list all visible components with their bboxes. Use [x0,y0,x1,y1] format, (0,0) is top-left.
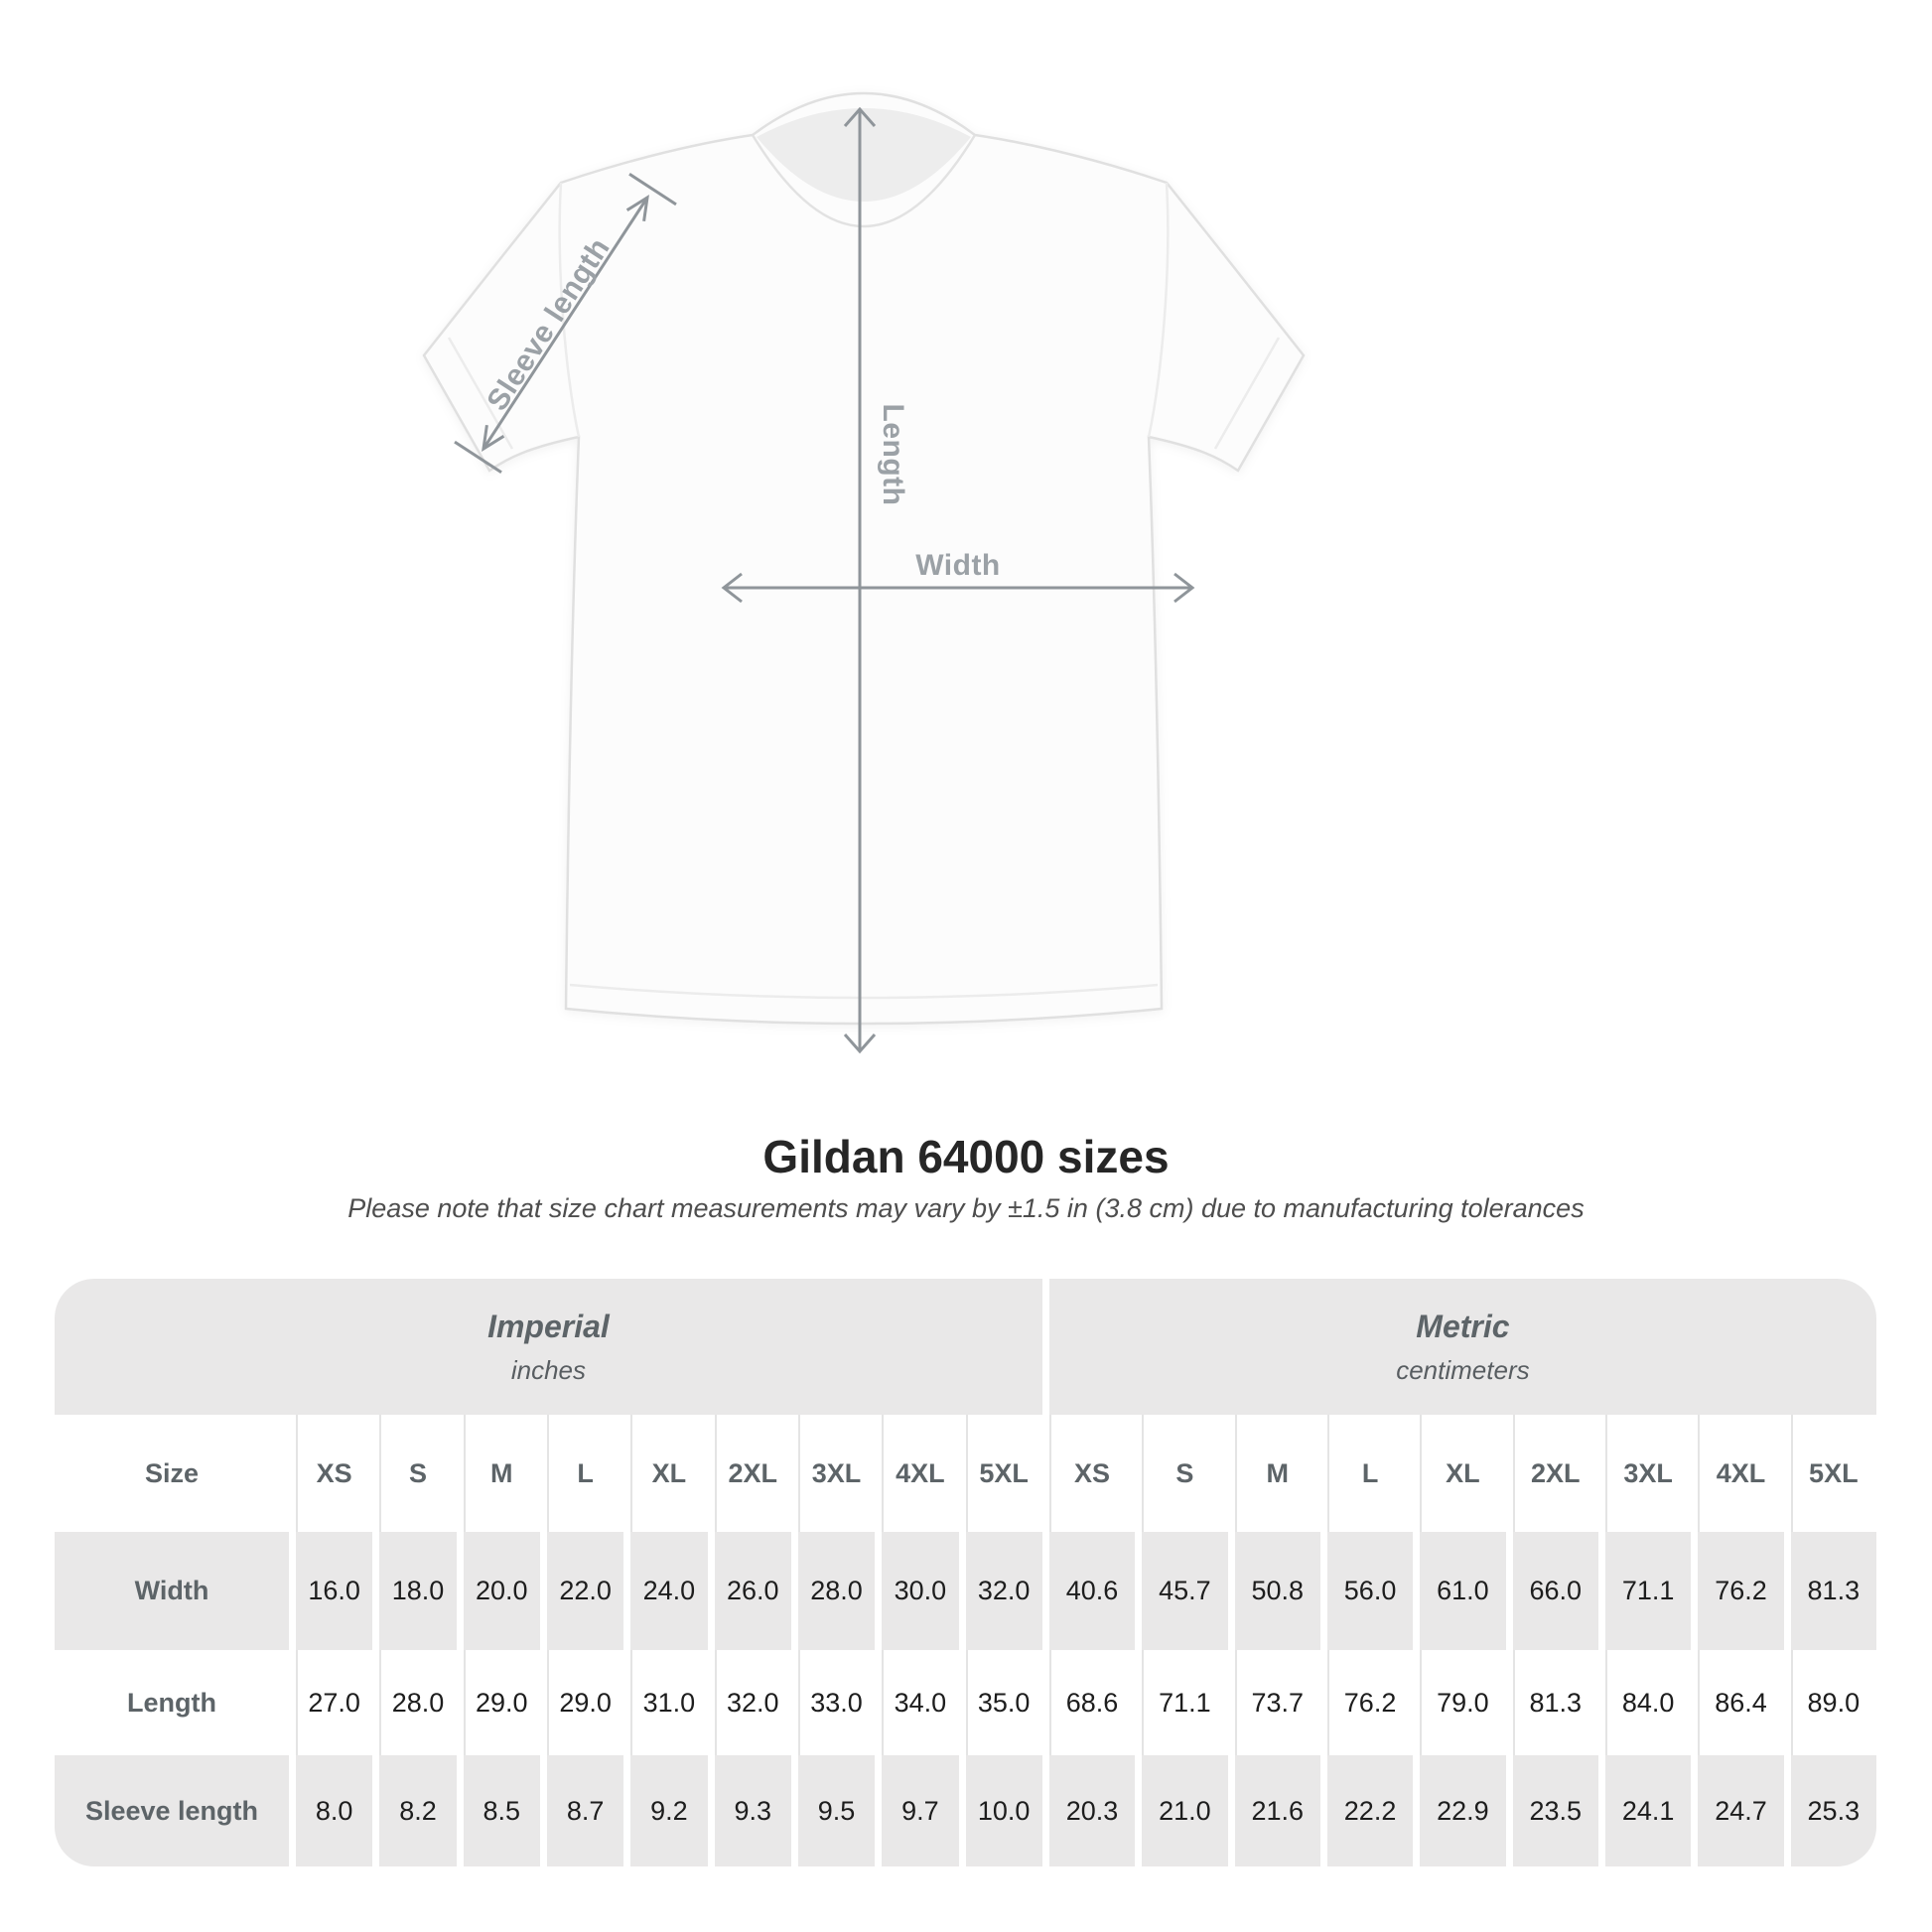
unit-header-row [55,1279,1876,1415]
width-metric-s: 45.7 [1135,1532,1227,1650]
length-imperial-xs: 27.0 [289,1650,372,1755]
metric-size-col-3xl: 3XL [1598,1415,1691,1532]
length-metric-5xl: 89.0 [1784,1650,1876,1755]
width-metric-xl: 61.0 [1413,1532,1505,1650]
sleeve-metric-xs: 20.3 [1042,1755,1135,1866]
metric-size-col-l: L [1320,1415,1413,1532]
width-row-label: Width [55,1532,289,1650]
width-imperial-xl: 24.0 [623,1532,707,1650]
length-metric-2xl: 81.3 [1506,1650,1598,1755]
width-imperial-2xl: 26.0 [708,1532,791,1650]
metric-size-col-4xl: 4XL [1691,1415,1783,1532]
metric-label: Metric [1416,1308,1510,1344]
length-imperial-4xl: 34.0 [875,1650,958,1755]
sleeve-metric-5xl: 25.3 [1784,1755,1876,1866]
length-imperial-m: 29.0 [457,1650,540,1755]
sleeve-imperial-4xl: 9.7 [875,1755,958,1866]
width-metric-4xl: 76.2 [1691,1532,1783,1650]
imperial-size-col-xl: XL [623,1415,707,1532]
imperial-size-col-3xl: 3XL [791,1415,875,1532]
width-imperial-xs: 16.0 [289,1532,372,1650]
metric-size-col-xl: XL [1413,1415,1505,1532]
sleeve-imperial-5xl: 10.0 [959,1755,1042,1866]
sleeve-metric-4xl: 24.7 [1691,1755,1783,1866]
length-metric-l: 76.2 [1320,1650,1413,1755]
sleeve-imperial-xl: 9.2 [623,1755,707,1866]
imperial-size-col-2xl: 2XL [708,1415,791,1532]
width-imperial-l: 22.0 [540,1532,623,1650]
width-imperial-4xl: 30.0 [875,1532,958,1650]
tolerance-note: Please note that size chart measurements may vary by ±1.5 in (3.8 cm) due to manufacturing tolerances [347,1193,1585,1223]
length-imperial-3xl: 33.0 [791,1650,875,1755]
sleeve-imperial-3xl: 9.5 [791,1755,875,1866]
width-metric-5xl: 81.3 [1784,1532,1876,1650]
metric-size-col-m: M [1228,1415,1320,1532]
table-row-sleeve-length [55,1755,1876,1866]
length-metric-4xl: 86.4 [1691,1650,1783,1755]
sleeve-imperial-xs: 8.0 [289,1755,372,1866]
imperial-size-col-xs: XS [289,1415,372,1532]
table-row-width [55,1532,1876,1650]
imperial-section-header [55,1279,1042,1415]
length-row-label: Length [127,1687,216,1718]
width-metric-2xl: 66.0 [1506,1532,1598,1650]
imperial-unit: inches [510,1354,586,1385]
metric-size-col-2xl: 2XL [1506,1415,1598,1532]
length-imperial-5xl: 35.0 [959,1650,1042,1755]
imperial-size-col-s: S [372,1415,456,1532]
metric-section-header [1042,1279,1876,1415]
metric-size-col-xs: XS [1042,1415,1135,1532]
length-imperial-xl: 31.0 [623,1650,707,1755]
sleeve-metric-m: 21.6 [1228,1755,1320,1866]
length-dimension-label: Length [877,403,909,506]
width-metric-3xl: 71.1 [1598,1532,1691,1650]
page-title: Gildan 64000 sizes [762,1131,1170,1182]
length-metric-xs: 68.6 [1042,1650,1135,1755]
sleeve-metric-s: 21.0 [1135,1755,1227,1866]
sleeve-metric-2xl: 23.5 [1506,1755,1598,1866]
length-metric-3xl: 84.0 [1598,1650,1691,1755]
length-imperial-l: 29.0 [540,1650,623,1755]
imperial-size-col-4xl: 4XL [875,1415,958,1532]
sleeve-metric-l: 22.2 [1320,1755,1413,1866]
length-imperial-s: 28.0 [372,1650,456,1755]
imperial-size-col-l: L [540,1415,623,1532]
sleeve-imperial-s: 8.2 [372,1755,456,1866]
sleeve-imperial-2xl: 9.3 [708,1755,791,1866]
length-metric-xl: 79.0 [1413,1650,1505,1755]
sleeve-length-dimension-label: Sleeve length [481,231,617,417]
size-header-label: Size [144,1457,200,1488]
width-metric-xs: 40.6 [1042,1532,1135,1650]
table-row-length [55,1650,1876,1755]
imperial-size-col-5xl: 5XL [959,1415,1042,1532]
metric-unit: centimeters [1396,1354,1530,1385]
sleeve-imperial-m: 8.5 [457,1755,540,1866]
imperial-label: Imperial [487,1308,610,1344]
width-dimension-label: Width [915,549,1001,582]
metric-size-col-5xl: 5XL [1784,1415,1876,1532]
length-imperial-2xl: 32.0 [708,1650,791,1755]
width-imperial-5xl: 32.0 [959,1532,1042,1650]
width-metric-l: 56.0 [1320,1532,1413,1650]
width-imperial-3xl: 28.0 [791,1532,875,1650]
width-imperial-m: 20.0 [457,1532,540,1650]
size-header-row [55,1415,1876,1532]
width-imperial-s: 18.0 [372,1532,456,1650]
imperial-size-col-m: M [457,1415,540,1532]
sleeve-row-label: Sleeve length [55,1755,289,1866]
tshirt-body [424,93,1304,1024]
length-metric-m: 73.7 [1228,1650,1320,1755]
metric-size-col-s: S [1135,1415,1227,1532]
sleeve-metric-xl: 22.9 [1413,1755,1505,1866]
length-metric-s: 71.1 [1135,1650,1227,1755]
sleeve-metric-3xl: 24.1 [1598,1755,1691,1866]
sleeve-imperial-l: 8.7 [540,1755,623,1866]
width-metric-m: 50.8 [1228,1532,1320,1650]
size-table [55,1279,1876,1866]
